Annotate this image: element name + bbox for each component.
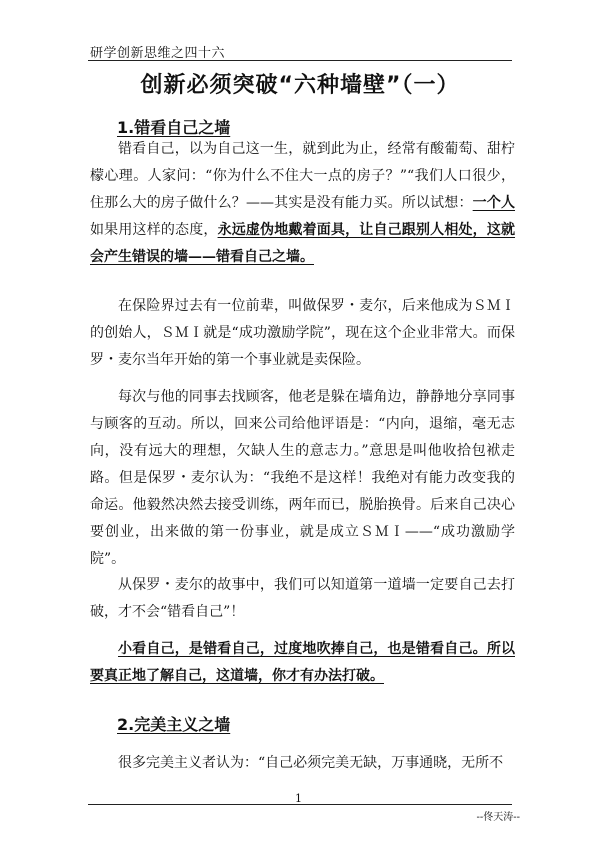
section-heading-2: 2.完美主义之墙 xyxy=(117,715,231,734)
section-heading-1: 1.错看自己之墙 xyxy=(117,118,231,137)
page-number: 1 xyxy=(295,792,302,805)
paragraph-6: 很多完美主义者认为：“自己必须完美无缺，万事通晓，无所不 xyxy=(118,755,504,771)
paragraph-1-emphasis-b: 永远虚伪地戴着面具，让自己跟别人相处，这就会产生错误的墙——错看自己之墙。 xyxy=(90,222,516,265)
paragraph-1 xyxy=(90,136,515,271)
document-title: 创新必须突破“六种墙壁”（一） xyxy=(140,73,460,98)
paragraph-1-emphasis-a: 一个人 xyxy=(472,195,516,211)
paragraph-2: 在保险界过去有一位前辈，叫做保罗・麦尔，后来他成为ＳＭＩ的创始人，ＳＭＩ就是“成功激励学院”，现在这个企业非常大。而保罗・麦尔当年开始的第一个事业就是卖保险。 xyxy=(90,298,515,368)
footer-author: --佟天涛-- xyxy=(476,812,520,823)
paragraph-3: 每次与他的同事去找顾客，他老是躲在墙角边，静静地分享同事与顾客的互动。所以，回来公司给他评语是：“内向，退缩，毫无志向，没有远大的理想，欠缺人生的意志力。”意思是叫他收拾包袱走路。但是保罗・麦尔认为：“我绝不是这样！我绝对有能力改变我的命运。他毅然决然去接受训练，两年而已，脱胎换骨。后来自己决心要创业，出来做的第一份事业，就是成立ＳＭＩ——“成功激励学院”。 xyxy=(90,389,515,567)
paragraph-5 xyxy=(90,636,515,690)
header-series: 研学创新思维之四十六 xyxy=(90,46,226,61)
footer-rule xyxy=(88,804,512,805)
header-rule xyxy=(88,60,512,61)
paragraph-4: 从保罗・麦尔的故事中，我们可以知道第一道墙一定要自己去打破，才不会“错看自己”！ xyxy=(90,577,515,620)
paragraph-1-text-b: 如果用这样的态度， xyxy=(90,222,218,238)
paragraph-5-emphasis: 小看自己，是错看自己，过度地吹捧自己，也是错看自己。所以要真正地了解自己，这道墙，你才有办法打破。 xyxy=(90,641,515,684)
paragraph-1-text: 错看自己，以为自己这一生，就到此为止，经常有酸葡萄、甜柠檬心理。人家问：“你为什么不住大一点的房子？”“我们人口很少，住那么大的房子做什么？——其实是没有能力买。所以试想： xyxy=(90,141,515,211)
